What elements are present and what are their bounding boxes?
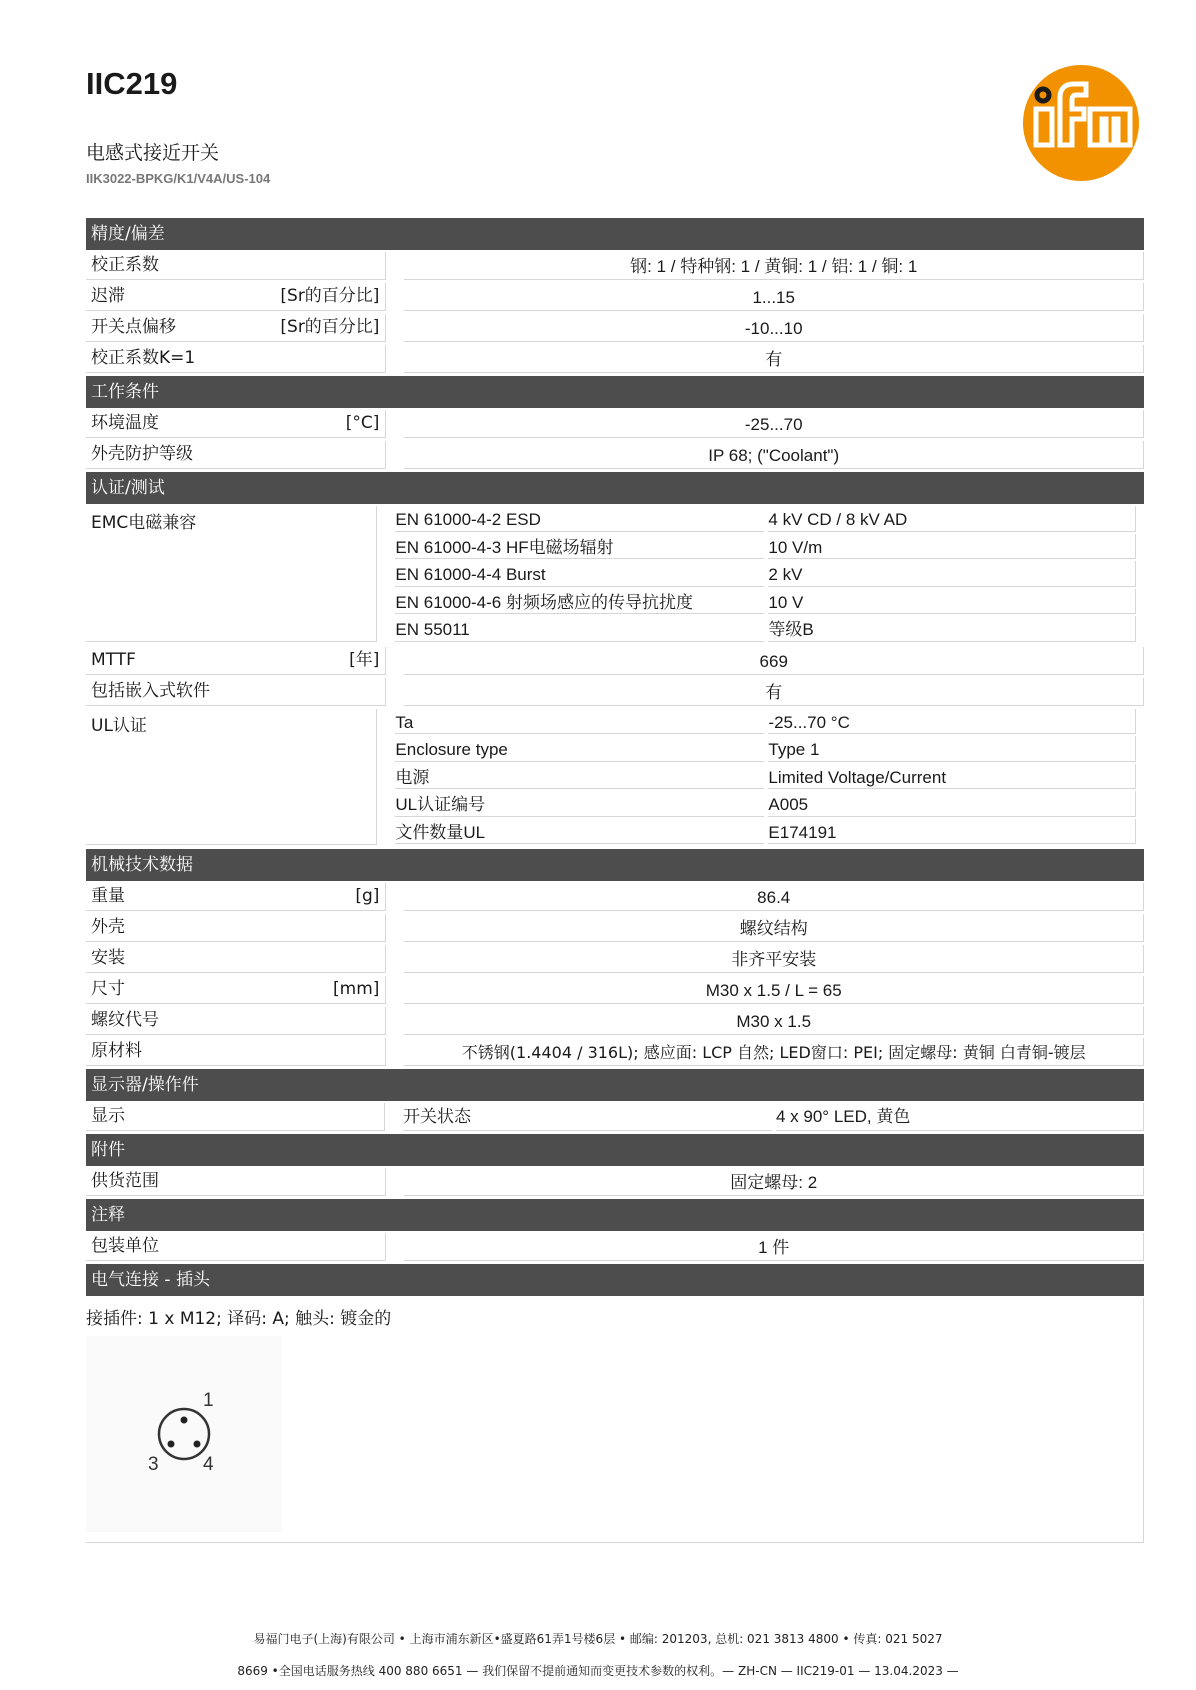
label: 迟滞 [91,286,125,306]
label: 安装 [91,948,125,968]
value: 1...15 [404,283,1144,311]
label: EMC电磁兼容 [86,506,377,642]
label: MTTF [91,649,136,670]
footer-line-2: 8669 •全国电话服务热线 400 880 6651 — 我们保留不提前通知而变更技术参数的权利。— ZH-CN — IIC219-01 — 13.04.2023 — [237,1664,959,1678]
emc-test: EN 55011 [395,616,764,642]
ul-key: Enclosure type [395,736,764,762]
section-heading-display: 显示器/操作件 [86,1069,1144,1101]
value: 螺纹结构 [404,914,1144,942]
product-code: IIK3022-BPKG/K1/V4A/US-104 [86,171,271,186]
unit: [°C] [345,413,380,433]
ifm-logo [1022,64,1140,182]
section-heading-mechanical: 机械技术数据 [86,849,1144,881]
row-k1 [86,345,1144,373]
value: 有 [404,345,1144,373]
value: 1 件 [404,1233,1144,1261]
row-correction-factor [86,252,1144,280]
row-weight [86,883,1144,911]
unit: [g] [355,886,380,906]
value: M30 x 1.5 / L = 65 [404,976,1144,1004]
row-mounting [86,945,1144,973]
label: 校正系数 [91,255,159,275]
emc-value: 10 V [768,589,1136,615]
value: 669 [404,647,1144,675]
emc-value: 4 kV CD / 8 kV AD [768,506,1136,532]
emc-value: 2 kV [768,561,1136,587]
row-display [86,1103,1144,1131]
footer-line-1: 易福门电子(上海)有限公司 • 上海市浦东新区•盛夏路61弄1号楼6层 • 邮编: 201203, 总机: 021 3813 4800 • 传真: 021 5027 [253,1632,943,1646]
label: UL认证 [86,709,377,845]
display-key: 开关状态 [403,1103,772,1131]
unit: [mm] [333,979,380,999]
row-mttf [86,647,1144,675]
value: M30 x 1.5 [404,1007,1144,1035]
ul-key: UL认证编号 [395,791,764,817]
label: 供货范围 [91,1171,159,1191]
label: 原材料 [91,1041,142,1061]
pin-label: 1 [203,1390,214,1411]
emc-group [86,506,1144,644]
ul-key: Ta [395,709,764,735]
row-protection [86,441,1144,469]
emc-test: EN 61000-4-2 ESD [395,506,764,532]
label: 显示 [91,1106,125,1126]
section-heading-operating: 工作条件 [86,376,1144,408]
value: 不锈钢(1.4404 / 316L); 感应面: LCP 自然; LED窗口: PEI; 固定螺母: 黄铜 白青铜-镀层 [404,1038,1144,1066]
value: 非齐平安装 [404,945,1144,973]
row-switch-point-drift [86,314,1144,342]
label: 包装单位 [91,1236,159,1256]
ul-value: Type 1 [768,736,1136,762]
section-heading-accessories: 附件 [86,1134,1144,1166]
pin-label: 3 [148,1454,159,1475]
row-hysteresis [86,283,1144,311]
electrical-connection-panel [86,1298,1144,1543]
row-dimensions [86,976,1144,1004]
product-subtitle: 电感式接近开关 [86,142,220,164]
ul-key: 文件数量UL [395,819,764,845]
ul-group [86,709,1144,847]
ul-key: 电源 [395,764,764,790]
row-software [86,678,1144,706]
ul-value: -25...70 °C [768,709,1136,735]
unit: [年] [349,649,380,670]
row-thread [86,1007,1144,1035]
unit: [Sr的百分比] [280,286,380,306]
value: -10...10 [404,314,1144,342]
label: 螺纹代号 [91,1010,159,1030]
row-scope-of-delivery [86,1168,1144,1196]
value: -25...70 [404,410,1144,438]
emc-value: 等级B [768,616,1136,642]
label: 环境温度 [91,413,159,433]
section-heading-remarks: 注释 [86,1199,1144,1231]
section-heading-electrical: 电气连接 - 插头 [86,1264,1144,1296]
display-value: 4 x 90° LED, 黄色 [776,1103,1144,1131]
emc-test: EN 61000-4-6 射频场感应的传导抗扰度 [395,589,764,615]
page-title: IIC219 [86,66,178,101]
pin-diagram [86,1336,282,1532]
value: 固定螺母: 2 [404,1168,1144,1196]
connector-description: 接插件: 1 x M12; 译码: A; 触头: 镀金的 [86,1309,392,1329]
row-housing [86,914,1144,942]
label: 尺寸 [91,979,125,999]
label: 外壳防护等级 [91,444,193,464]
row-packaging [86,1233,1144,1261]
label: 开关点偏移 [91,317,176,337]
unit: [Sr的百分比] [280,317,380,337]
section-heading-approvals: 认证/测试 [86,472,1144,504]
value: IP 68; ("Coolant") [404,441,1144,469]
emc-test: EN 61000-4-4 Burst [395,561,764,587]
label: 包括嵌入式软件 [91,680,210,701]
value: 钢: 1 / 特种钢: 1 / 黄铜: 1 / 铝: 1 / 铜: 1 [404,252,1144,280]
section-heading-accuracy: 精度/偏差 [86,218,1144,250]
label: 重量 [91,886,125,906]
row-materials [86,1038,1144,1066]
emc-test: EN 61000-4-3 HF电磁场辐射 [395,534,764,560]
row-ambient-temp [86,410,1144,438]
ul-value: Limited Voltage/Current [768,764,1136,790]
value: 有 [404,678,1144,706]
label: 外壳 [91,917,125,937]
ul-value: A005 [768,791,1136,817]
datasheet [86,218,1144,1543]
label: 校正系数K=1 [91,348,196,368]
value: 86.4 [404,883,1144,911]
emc-value: 10 V/m [768,534,1136,560]
pin-label: 4 [203,1454,214,1475]
ul-value: E174191 [768,819,1136,845]
